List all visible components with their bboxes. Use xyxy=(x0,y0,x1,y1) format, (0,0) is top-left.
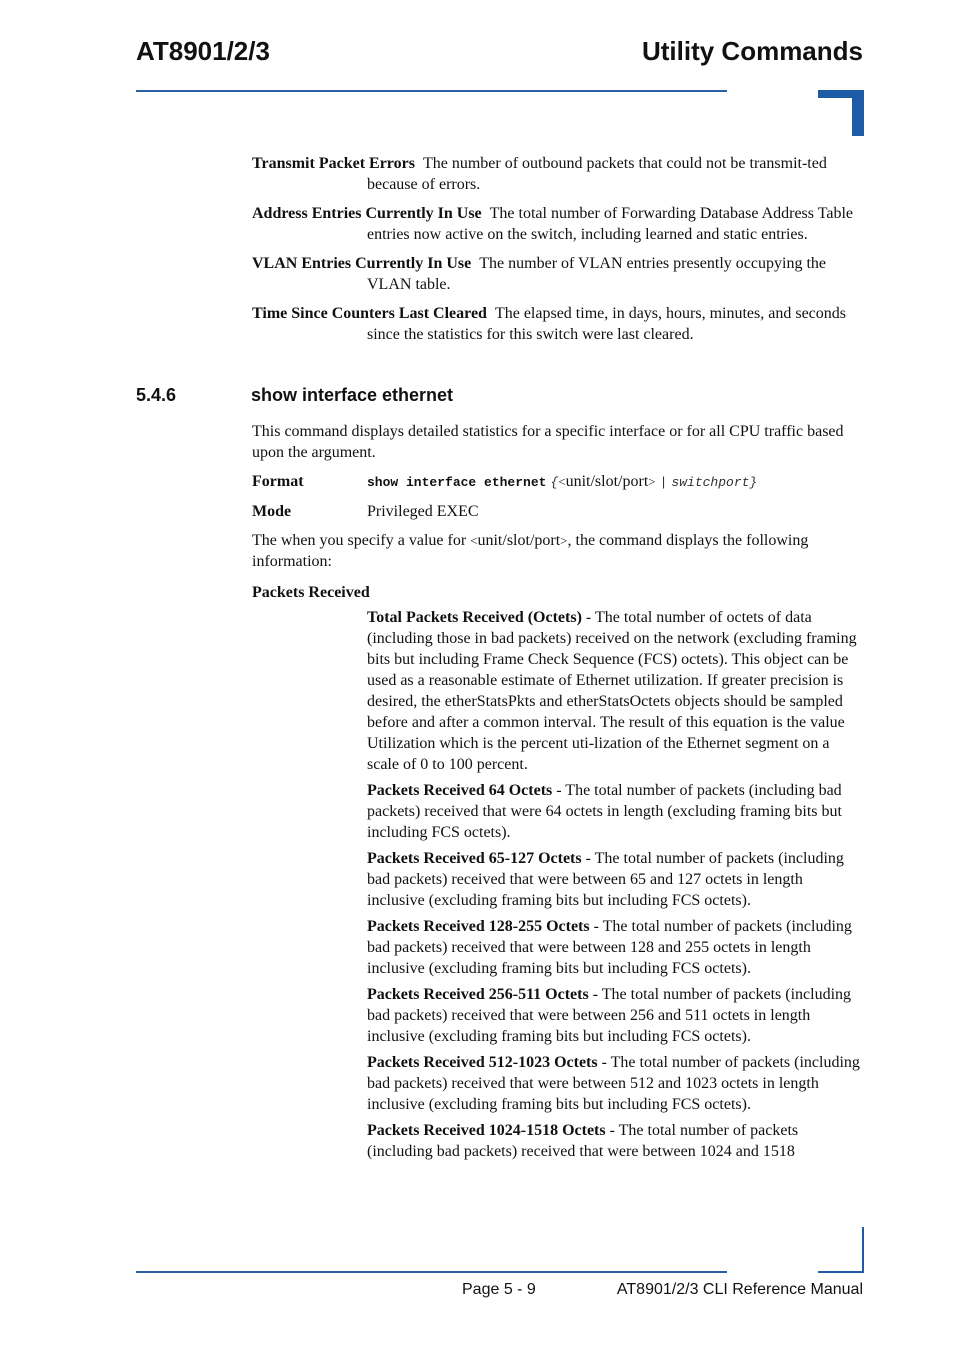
header-chapter-title: Utility Commands xyxy=(641,36,863,66)
definition-text: The number of VLAN entries presently occupying the VLAN table. xyxy=(367,255,826,293)
definition-item xyxy=(252,153,864,195)
list-item: Packets Received 64 Octets - The total number of packets (including bad packets) received that were 64 octets in length (excluding framing bits but including FCS octets). xyxy=(367,782,842,841)
format-value: show interface ethernet {<unit/slot/port> | switchport} xyxy=(367,473,758,490)
header-product-title: AT8901/2/3 xyxy=(136,36,270,66)
footer-rule xyxy=(136,1271,727,1273)
definition-item xyxy=(252,253,864,295)
header-corner-mark xyxy=(818,90,864,136)
section-number: 5.4.6 xyxy=(136,385,177,405)
definition-text: The number of outbound packets that could not be transmit-ted because of errors. xyxy=(367,155,827,193)
section-title: show interface ethernet xyxy=(251,385,454,405)
packets-heading: Packets Received xyxy=(252,584,370,601)
footer-corner-mark xyxy=(818,1227,864,1273)
list-item: Packets Received 256-511 Octets - The total number of packets (including bad packets) received that were between 256 and 511 octets in length inclusive (excluding framing bits but including FCS octets). xyxy=(367,986,852,1045)
mode-value: Privileged EXEC xyxy=(367,503,479,520)
format-label: Format xyxy=(252,473,304,490)
definition-term: Transmit Packet Errors xyxy=(252,155,415,172)
definition-text: The total number of Forwarding Database Address Table entries now active on the switch, including learned and static entries. xyxy=(367,205,854,243)
section-body xyxy=(252,421,864,1167)
mode-row xyxy=(252,501,864,522)
page-number: Page 5 - 9 xyxy=(462,1281,536,1298)
definition-term: Address Entries Currently In Use xyxy=(252,205,482,222)
definition-term: Time Since Counters Last Cleared xyxy=(252,305,487,322)
mode-label: Mode xyxy=(252,503,292,520)
section-heading xyxy=(136,385,453,406)
when-paragraph: The when you specify a value for <unit/slot/port>, the command displays the following information: xyxy=(252,532,809,570)
list-item: Total Packets Received (Octets) - The total number of octets of data (including those in bad packets) received on the network (excluding framing bits but including Frame Check Sequence (FCS) octets). This object can be used as a reasonable estimate of Ethernet utilization. If greater precision is desired, the etherStatsPkts and etherStatsOctets objects should be sampled before and after a common interval. The result of this equation is the value Utilization which is the percent uti-lization of the Ethernet segment on a scale of 0 to 100 percent. xyxy=(367,609,857,773)
definition-term: VLAN Entries Currently In Use xyxy=(252,255,472,272)
list-item: Packets Received 1024-1518 Octets - The total number of packets (including bad packets) received that were between 1024 and 1518 xyxy=(367,1122,799,1160)
definition-list xyxy=(252,153,864,353)
manual-title: AT8901/2/3 CLI Reference Manual xyxy=(616,1281,863,1298)
format-command: show interface ethernet xyxy=(367,475,547,490)
format-row xyxy=(252,471,864,493)
header-rule xyxy=(136,90,727,92)
definition-text: The elapsed time, in days, hours, minutes, and seconds since the statistics for this switch were last cleared. xyxy=(367,305,846,343)
format-pipe: | xyxy=(659,475,668,490)
format-option: switchport} xyxy=(671,475,758,490)
section-intro: This command displays detailed statistics for a specific interface or for all CPU traffic based upon the argument. xyxy=(252,423,844,461)
definition-item xyxy=(252,303,864,345)
format-argument: unit/slot/port xyxy=(565,473,649,490)
format-brace: { xyxy=(550,475,559,490)
list-item: Packets Received 65-127 Octets - The total number of packets (including bad packets) received that were between 65 and 127 octets in length inclusive (excluding framing bits but including FCS octets). xyxy=(367,850,844,909)
list-item: Packets Received 128-255 Octets - The total number of packets (including bad packets) received that were between 128 and 255 octets in length inclusive (excluding framing bits but including FCS octets). xyxy=(367,918,852,977)
list-item: Packets Received 512-1023 Octets - The total number of packets (including bad packets) received that were between 512 and 1023 octets in length inclusive (excluding framing bits but including FCS octets). xyxy=(367,1054,860,1113)
definition-item xyxy=(252,203,864,245)
packets-list xyxy=(367,607,864,1162)
